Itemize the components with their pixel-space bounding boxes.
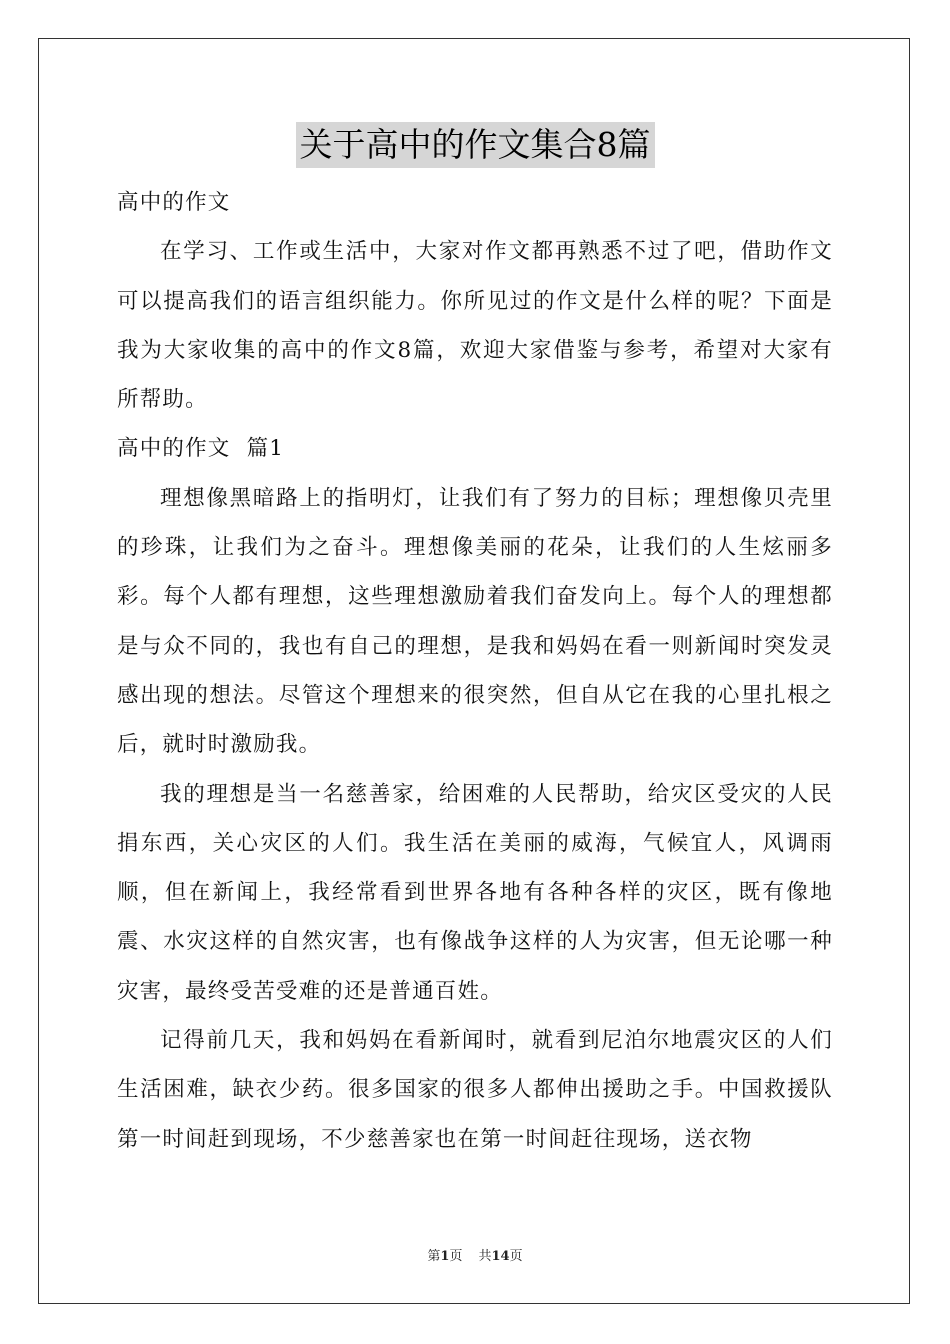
section-heading: 高中的作文 <box>117 190 231 215</box>
page-footer <box>0 1245 950 1264</box>
body-paragraph: 我的理想是当一名慈善家，给困难的人民帮助，给灾区受灾的人民捐东西，关心灾区的人们。我生活在美丽的威海，气候宜人，风调雨顺，但在新闻上，我经常看到世界各地有各种各样的灾区，既有像地震、水灾这样的自然灾害，也有像战争这样的人为灾害，但无论哪一种灾害，最终受苦受难的还是普通百姓。 <box>117 781 833 1004</box>
page-total: 14 <box>491 1249 510 1264</box>
total-prefix: 共 <box>478 1249 492 1264</box>
body-paragraph: 记得前几天，我和妈妈在看新闻时，就看到尼泊尔地震灾区的人们生活困难，缺衣少药。很多国家的很多人都伸出援助之手。中国救援队第一时间赶到现场，不少慈善家也在第一时间赶往现场，送衣物 <box>117 1028 833 1152</box>
page-suffix: 页 <box>449 1249 463 1264</box>
body-paragraph: 在学习、工作或生活中，大家对作文都再熟悉不过了吧，借助作文可以提高我们的语言组织能力。你所见过的作文是什么样的呢？下面是我为大家收集的高中的作文8篇，欢迎大家借鉴与参考，希望对大家有所帮助。 <box>117 239 833 413</box>
page-prefix: 第 <box>427 1249 441 1264</box>
total-suffix: 页 <box>509 1249 523 1264</box>
title-container <box>0 122 950 168</box>
page-current: 1 <box>440 1249 450 1264</box>
body-paragraph: 理想像黑暗路上的指明灯，让我们有了努力的目标；理想像贝壳里的珍珠，让我们为之奋斗。理想像美丽的花朵，让我们的人生炫丽多彩。每个人都有理想，这些理想激励着我们奋发向上。每个人的理想都是与众不同的，我也有自己的理想，是我和妈妈在看一则新闻时突发灵感出现的想法。尽管这个理想来的很突然，但自从它在我的心里扎根之后，就时时激励我。 <box>117 485 833 758</box>
document-body <box>117 178 833 1164</box>
section-heading: 高中的作文 篇1 <box>117 436 285 462</box>
document-title: 关于高中的作文集合8篇 <box>296 122 655 168</box>
